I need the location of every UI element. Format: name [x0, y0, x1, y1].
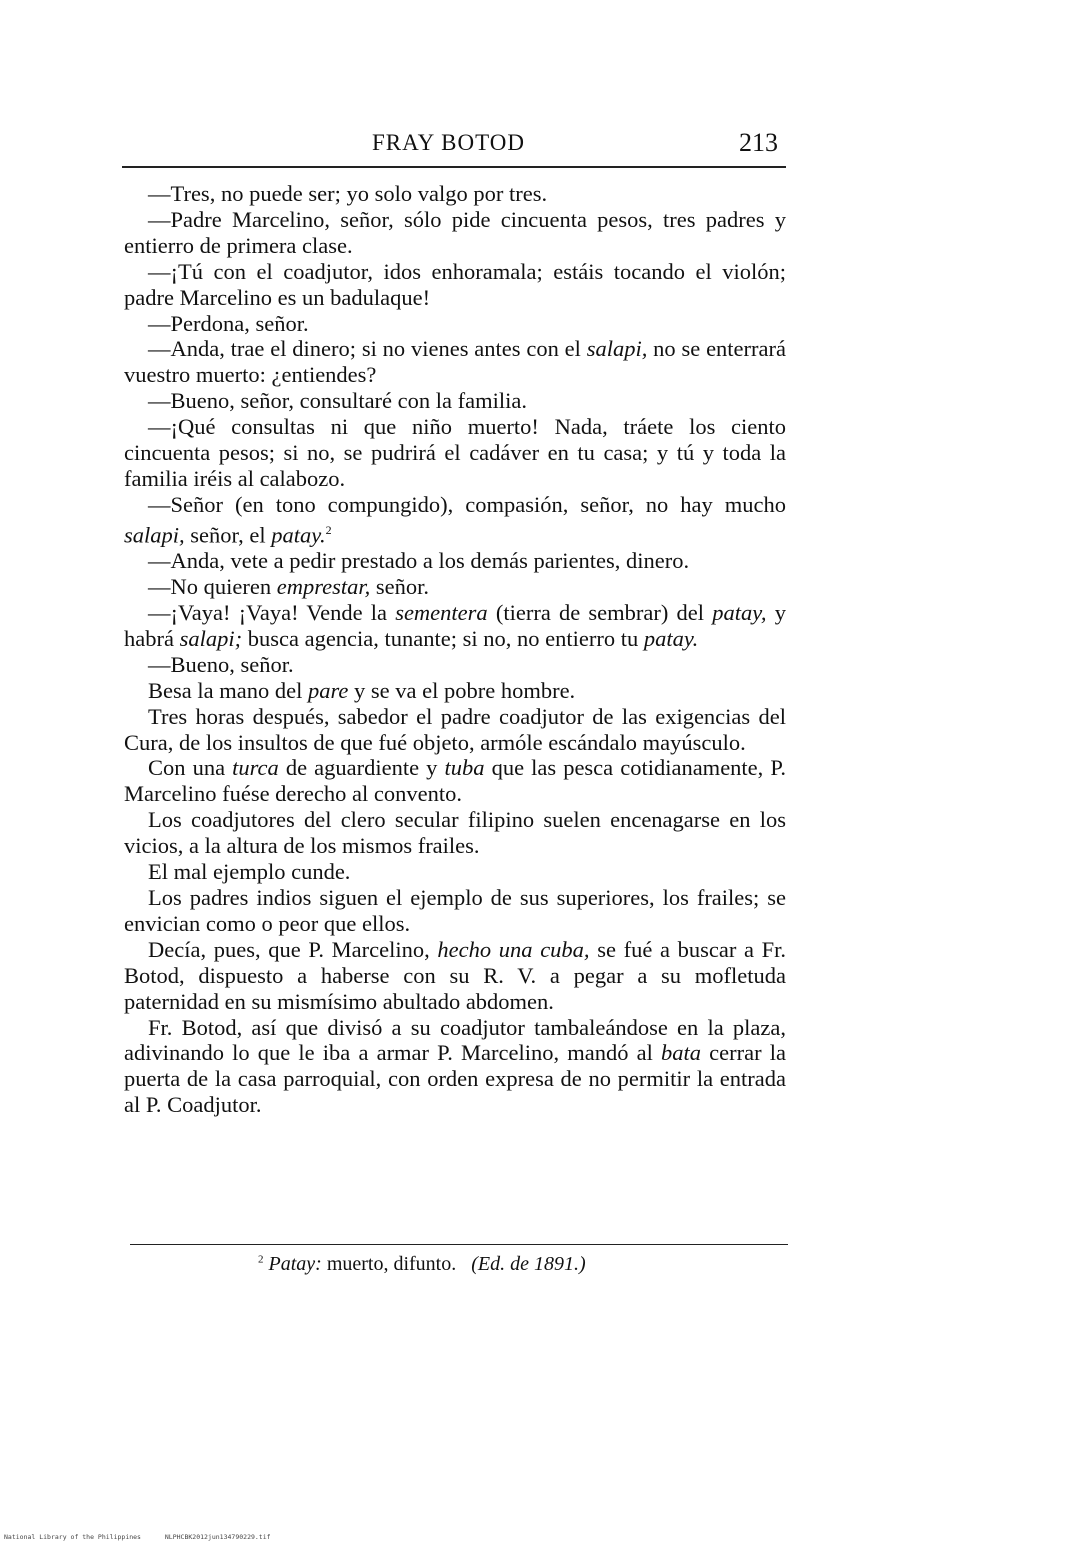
paragraph: [124, 311, 786, 337]
text-run: —Padre Marcelino, señor, sólo pide cincuenta pesos, tres padres y entierro de primera clase.: [124, 206, 786, 258]
paragraph: [124, 181, 786, 207]
text-run: no se enterrará vuestro muerto: ¿entiendes?: [124, 336, 786, 388]
paragraph: [124, 600, 786, 652]
footnote: [258, 1253, 586, 1276]
text-run: Fr. Botod, así que divisó a su coadjutor tambaleándose en la plaza, adivinando lo que le iba a armar P. Marcelino, mandó al: [124, 1014, 786, 1066]
footnote-text: muerto, difunto.: [321, 1253, 467, 1275]
paragraph: [124, 548, 786, 574]
footnote-rule: [130, 1244, 788, 1245]
text-run: —¡Vaya! ¡Vaya! Vende la: [148, 600, 396, 625]
text-run: —Bueno, señor, consultaré con la familia.: [148, 388, 527, 414]
italic-term: pare: [307, 677, 349, 703]
text-run: —No quieren: [148, 574, 277, 600]
text-run: Decía, pues, que P. Marcelino,: [148, 936, 438, 962]
text-run: —¡Qué consultas ni que niño muerto! Nada, tráete los ciento cincuenta pesos; si no, se pudrirá el cadáver en tu casa; y tú y toda la familia iréis al calabozo.: [124, 414, 786, 491]
paragraph: [124, 1015, 786, 1119]
running-header: [122, 130, 786, 162]
text-run: —Perdona, señor.: [148, 310, 309, 336]
italic-term: patay.: [271, 522, 326, 548]
text-run: El mal ejemplo cunde.: [148, 859, 351, 885]
text-run: Los coadjutores del clero secular filipino suelen encenagarse en los vicios, a la altura de los mismos frailes.: [124, 807, 786, 859]
page-number: 213: [739, 128, 778, 157]
text-run: de aguardiente y: [278, 755, 445, 781]
footnote-ref: 2: [325, 522, 332, 537]
paragraph: [124, 652, 786, 678]
italic-term: tuba: [444, 755, 485, 781]
footnote-term: Patay:: [268, 1253, 322, 1275]
italic-term: salapi,: [124, 522, 185, 548]
text-run: Tres horas después, sabedor el padre coadjutor de las exigencias del Cura, de los insultos de que fué objeto, armóle escándalo mayúsculo.: [124, 703, 786, 755]
italic-term: salapi,: [586, 336, 648, 362]
text-run: cerrar la puerta de la casa parroquial, con orden expresa de no permitir la entrada al P. Coadjutor.: [124, 1040, 786, 1118]
paragraph: [124, 885, 786, 937]
text-run: y se va el pobre hombre.: [348, 677, 576, 703]
italic-term: sementera: [395, 600, 488, 625]
text-run: —Tres, no puede ser; yo solo valgo por tres.: [148, 181, 548, 206]
imprint-file: NLPHCBK2012jun134790229.tif: [164, 1533, 271, 1541]
paragraph: [124, 492, 786, 548]
footnote-edition: (Ed. de 1891.): [471, 1253, 586, 1275]
paragraph: [124, 937, 786, 1015]
italic-term: bata: [661, 1040, 702, 1066]
running-title: FRAY BOTOD: [372, 130, 525, 155]
italic-term: patay.: [643, 625, 699, 651]
paragraph: [124, 574, 786, 600]
scan-imprint: [4, 1533, 291, 1541]
paragraph: [124, 259, 786, 311]
body-text: [124, 181, 786, 1118]
paragraph: [124, 859, 786, 885]
italic-term: turca: [232, 755, 279, 781]
text-run: y habrá: [124, 600, 786, 651]
paragraph: [124, 678, 786, 704]
paragraph: [124, 388, 786, 414]
paragraph: [124, 207, 786, 259]
text-run: Con una: [148, 755, 233, 781]
italic-term: emprestar,: [276, 574, 371, 600]
text-run: Los padres indios siguen el ejemplo de sus superiores, los frailes; se envician como o peor que ellos.: [124, 884, 786, 936]
text-run: señor.: [370, 574, 430, 600]
paragraph: [124, 336, 786, 388]
text-run: Besa la mano del: [148, 677, 308, 703]
footnote-marker: 2: [258, 1253, 264, 1266]
text-run: —¡Tú con el coadjutor, idos enhoramala; estáis tocando el violón; padre Marcelino es un badulaque!: [124, 258, 786, 310]
italic-term: patay,: [712, 600, 767, 625]
paragraph: [124, 807, 786, 859]
italic-term: hecho una cuba,: [437, 936, 590, 962]
paragraph: [124, 704, 786, 756]
text-run: —Bueno, señor.: [148, 651, 294, 677]
paragraph: [124, 755, 786, 807]
italic-term: salapi;: [179, 625, 243, 651]
text-run: que las pesca cotidianamente, P. Marcelino fuése derecho al convento.: [124, 755, 786, 807]
header-rule: [122, 166, 786, 168]
text-run: —Anda, trae el dinero; si no vienes antes con el: [148, 336, 587, 362]
text-run: —Señor (en tono compungido), compasión, señor, no hay mucho: [148, 491, 786, 517]
text-run: se fué a buscar a Fr. Botod, dispuesto a haberse con su R. V. a pegar a su mofletuda paternidad en su mismísimo abultado abdomen.: [124, 936, 787, 1014]
text-run: señor, el: [184, 522, 272, 548]
paragraph: [124, 414, 786, 492]
text-run: —Anda, vete a pedir prestado a los demás parientes, dinero.: [148, 548, 690, 574]
text-run: (tierra de sembrar) del: [487, 600, 713, 625]
text-run: busca agencia, tunante; si no, no entierro tu: [242, 625, 644, 651]
imprint-library: National Library of the Philippines: [4, 1533, 141, 1541]
